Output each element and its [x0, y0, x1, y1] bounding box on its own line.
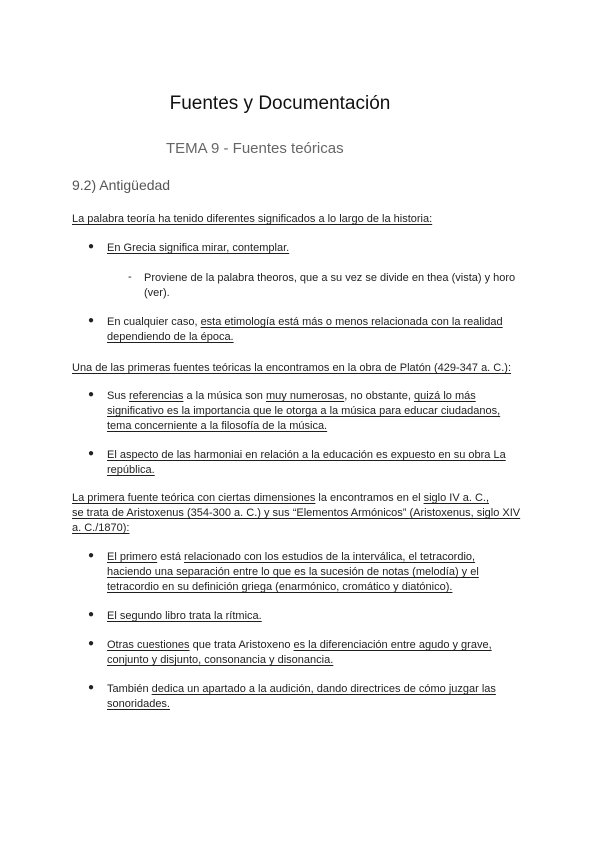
bullet-icon: ● — [88, 609, 95, 620]
list-item — [107, 638, 492, 668]
bullet-icon: ● — [88, 315, 95, 326]
plain-text: está — [157, 551, 185, 563]
underlined-text: El primero — [107, 551, 158, 563]
paragraph-theory-intro — [72, 212, 432, 227]
plain-text: a la música son — [183, 390, 266, 402]
underlined-text: Una de las primeras fuentes teóricas la encontramos en la obra de Platón (429-347 a. C.): — [72, 362, 512, 374]
dash-icon: - — [128, 271, 132, 283]
underlined-text: siglo IV a. C., — [423, 492, 490, 504]
plain-text: En cualquier caso, — [107, 316, 201, 328]
plain-text: Sus — [107, 390, 130, 402]
list-item — [107, 682, 496, 712]
underlined-text: Otras cuestiones — [107, 639, 190, 651]
plain-text: que trata Aristoxeno — [189, 639, 294, 651]
plain-text: , no obstante, — [344, 390, 414, 402]
underlined-text: quizá lo más — [413, 390, 476, 402]
underlined-text: significativo es la importancia que le otorga a la música para educar ciudadanos, — [107, 405, 501, 417]
underlined-text: La palabra teoría ha tenido diferentes significados a lo largo de la historia: — [72, 213, 433, 225]
underlined-text: referencias — [129, 390, 184, 402]
list-item — [107, 389, 500, 434]
topic-subtitle: TEMA 9 - Fuentes teóricas — [166, 140, 344, 157]
list-item — [107, 609, 262, 624]
underlined-text: a. C./1870): — [72, 522, 130, 534]
sub-list-line: (ver). — [144, 287, 170, 299]
section-heading: 9.2) Antigüedad — [72, 177, 171, 193]
bullet-icon: ● — [88, 389, 95, 400]
list-item — [107, 315, 503, 345]
sub-list-line: Proviene de la palabra theoros, que a su vez se divide en thea (vista) y horo — [144, 272, 516, 284]
underlined-text: tetracordio en su definición griega (enarmónico, cromático y diatónico). — [107, 581, 453, 593]
bullet-icon: ● — [88, 550, 95, 561]
underlined-text: república. — [107, 464, 155, 476]
list-item — [107, 241, 289, 256]
bullet-icon: ● — [88, 638, 95, 649]
list-item — [107, 448, 506, 478]
underlined-text: haciendo una separación entre lo que es la sucesión de notas (melodía) y el — [107, 566, 479, 578]
underlined-text: se trata de Aristoxenus (354-300 a. C.) y sus “Elementos Armónicos” (Aristoxenus, siglo XIV — [72, 507, 521, 519]
bullet-icon: ● — [88, 241, 95, 252]
paragraph-aristoxenus — [72, 491, 520, 536]
underlined-text: El aspecto de las harmoniai en relación a la educación es expuesto en su obra La — [107, 449, 506, 461]
underlined-text: conjunto y disjunto, consonancia y disonancia. — [107, 654, 334, 666]
underlined-text: En Grecia significa mirar, contemplar. — [107, 242, 290, 254]
paragraph-plato — [72, 361, 511, 376]
bullet-icon: ● — [88, 682, 95, 693]
underlined-text: es la diferenciación entre agudo y grave, — [293, 639, 492, 651]
bullet-icon: ● — [88, 448, 95, 459]
underlined-text: dedica un apartado a la audición, dando directrices de cómo juzgar las — [151, 683, 496, 695]
list-item — [107, 550, 479, 595]
underlined-text: tema concerniente a la filosofía de la música. — [107, 420, 328, 432]
underlined-text: muy numerosas — [265, 390, 345, 402]
underlined-text: La primera fuente teórica con ciertas dimensiones — [72, 492, 316, 504]
sub-list-item — [144, 271, 515, 301]
underlined-text: El segundo libro trata la rítmica. — [107, 610, 262, 622]
underlined-text: esta etimología está más o menos relacionada con la realidad — [200, 316, 503, 328]
underlined-text: relacionado con los estudios de la interválica, el tetracordio, — [184, 551, 476, 563]
plain-text: También — [107, 683, 152, 695]
plain-text: la encontramos en el — [315, 492, 424, 504]
document-title: Fuentes y Documentación — [169, 93, 391, 114]
underlined-text: dependiendo de la época. — [107, 331, 234, 343]
underlined-text: sonoridades. — [107, 698, 170, 710]
